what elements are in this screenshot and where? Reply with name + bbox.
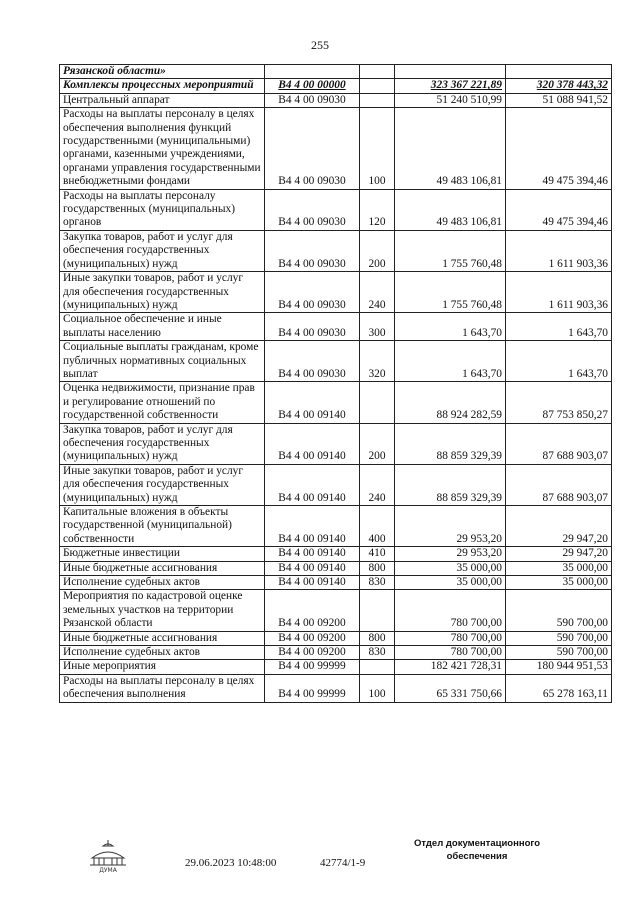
table-row <box>60 65 612 79</box>
table-row <box>60 341 612 382</box>
row-sum-2024: 49 483 106,81 <box>395 189 506 230</box>
row-name: Оценка недвижимости, признание прав и регулирование отношений по государственной собственности <box>60 382 265 423</box>
duma-emblem-icon <box>84 838 132 874</box>
table-row <box>60 590 612 631</box>
row-sum-2024: 29 953,20 <box>395 506 506 547</box>
table-row <box>60 313 612 341</box>
row-sum-2024: 780 700,00 <box>395 646 506 660</box>
row-expense-type: 830 <box>360 576 395 590</box>
table-row <box>60 646 612 660</box>
row-code: В4 4 00 09140 <box>265 382 360 423</box>
row-name: Иные закупки товаров, работ и услуг для обеспечения государственных (муниципальных) нужд <box>60 272 265 313</box>
row-code: В4 4 00 99999 <box>265 660 360 674</box>
row-sum-2025: 590 700,00 <box>506 646 612 660</box>
row-name: Центральный аппарат <box>60 93 265 107</box>
row-sum-2024: 1 643,70 <box>395 313 506 341</box>
stamp-text: ДУМА <box>99 867 117 874</box>
row-code: В4 4 00 09140 <box>265 547 360 561</box>
row-expense-type: 410 <box>360 547 395 561</box>
row-sum-2025: 1 611 903,36 <box>506 230 612 271</box>
row-sum-2024: 51 240 510,99 <box>395 93 506 107</box>
row-sum-2025: 180 944 951,53 <box>506 660 612 674</box>
row-expense-type <box>360 590 395 631</box>
row-name: Иные бюджетные ассигнования <box>60 561 265 575</box>
table-row <box>60 506 612 547</box>
table-row <box>60 189 612 230</box>
table-row <box>60 230 612 271</box>
row-expense-type: 240 <box>360 272 395 313</box>
row-name: Расходы на выплаты персоналу в целях обеспечения выполнения <box>60 674 265 702</box>
row-expense-type: 800 <box>360 561 395 575</box>
row-name: Расходы на выплаты персоналу в целях обеспечения выполнения функций государственными (муниципальными) органами, казенными учреждениями, органами управления государственными внебюджетными фондами <box>60 108 265 189</box>
table-row <box>60 561 612 575</box>
row-code: В4 4 00 09140 <box>265 576 360 590</box>
row-sum-2025: 49 475 394,46 <box>506 189 612 230</box>
row-expense-type: 320 <box>360 341 395 382</box>
row-code: В4 4 00 09140 <box>265 506 360 547</box>
row-sum-2025: 87 753 850,27 <box>506 382 612 423</box>
row-name: Мероприятия по кадастровой оценке земельных участков на территории Рязанской области <box>60 590 265 631</box>
row-name: Иные бюджетные ассигнования <box>60 631 265 645</box>
row-name: Капитальные вложения в объекты государственной (муниципальной) собственности <box>60 506 265 547</box>
row-expense-type: 400 <box>360 506 395 547</box>
row-code: В4 4 00 09030 <box>265 93 360 107</box>
row-sum-2025: 29 947,20 <box>506 506 612 547</box>
table-row <box>60 631 612 645</box>
table-row <box>60 93 612 107</box>
row-name: Исполнение судебных актов <box>60 646 265 660</box>
row-sum-2025: 51 088 941,52 <box>506 93 612 107</box>
table-row <box>60 108 612 189</box>
row-expense-type <box>360 93 395 107</box>
row-name: Закупка товаров, работ и услуг для обеспечения государственных (муниципальных) нужд <box>60 230 265 271</box>
row-sum-2024: 323 367 221,89 <box>395 79 506 93</box>
table-row <box>60 660 612 674</box>
table-row <box>60 423 612 464</box>
table-row <box>60 79 612 93</box>
row-sum-2024: 88 859 329,39 <box>395 464 506 505</box>
row-sum-2025: 1 611 903,36 <box>506 272 612 313</box>
row-code: В4 4 00 00000 <box>265 79 360 93</box>
row-code: В4 4 00 09030 <box>265 189 360 230</box>
row-code <box>265 65 360 79</box>
row-sum-2024: 65 331 750,66 <box>395 674 506 702</box>
row-expense-type: 800 <box>360 631 395 645</box>
table-row <box>60 272 612 313</box>
row-expense-type <box>360 660 395 674</box>
row-expense-type: 100 <box>360 108 395 189</box>
row-sum-2025: 65 278 163,11 <box>506 674 612 702</box>
budget-table <box>59 64 612 703</box>
row-expense-type: 200 <box>360 423 395 464</box>
row-expense-type: 120 <box>360 189 395 230</box>
row-expense-type <box>360 382 395 423</box>
table-row <box>60 576 612 590</box>
row-sum-2025: 590 700,00 <box>506 631 612 645</box>
row-code: В4 4 00 09030 <box>265 313 360 341</box>
row-sum-2024: 35 000,00 <box>395 561 506 575</box>
page-number: 255 <box>311 38 329 52</box>
row-sum-2024: 182 421 728,31 <box>395 660 506 674</box>
row-sum-2025: 49 475 394,46 <box>506 108 612 189</box>
row-code: В4 4 00 09140 <box>265 561 360 575</box>
row-sum-2025: 320 378 443,32 <box>506 79 612 93</box>
row-code: В4 4 00 09140 <box>265 464 360 505</box>
row-expense-type: 830 <box>360 646 395 660</box>
row-expense-type: 300 <box>360 313 395 341</box>
row-name: Закупка товаров, работ и услуг для обеспечения государственных (муниципальных) нужд <box>60 423 265 464</box>
row-code: В4 4 00 09030 <box>265 341 360 382</box>
row-sum-2024: 88 924 282,59 <box>395 382 506 423</box>
row-code: В4 4 00 09030 <box>265 230 360 271</box>
row-sum-2024: 88 859 329,39 <box>395 423 506 464</box>
row-expense-type <box>360 79 395 93</box>
footer-doc-number: 42774/1-9 <box>320 857 366 869</box>
row-sum-2024: 780 700,00 <box>395 590 506 631</box>
table-row <box>60 674 612 702</box>
row-sum-2024: 29 953,20 <box>395 547 506 561</box>
row-name: Бюджетные инвестиции <box>60 547 265 561</box>
row-sum-2025: 35 000,00 <box>506 561 612 575</box>
table-row <box>60 464 612 505</box>
table-row <box>60 547 612 561</box>
row-code: В4 4 00 09030 <box>265 108 360 189</box>
row-sum-2024: 1 755 760,48 <box>395 272 506 313</box>
row-sum-2024: 1 643,70 <box>395 341 506 382</box>
row-name: Расходы на выплаты персоналу государственных (муниципальных) органов <box>60 189 265 230</box>
row-sum-2024: 35 000,00 <box>395 576 506 590</box>
row-expense-type: 100 <box>360 674 395 702</box>
row-sum-2025: 1 643,70 <box>506 313 612 341</box>
row-name: Комплексы процессных мероприятий <box>60 79 265 93</box>
row-code: В4 4 00 09200 <box>265 631 360 645</box>
row-name: Рязанской области» <box>60 65 265 79</box>
row-sum-2025: 87 688 903,07 <box>506 423 612 464</box>
footer-department: Отдел документационного обеспечения <box>413 838 541 862</box>
row-name: Иные закупки товаров, работ и услуг для обеспечения государственных (муниципальных) нужд <box>60 464 265 505</box>
row-code: В4 4 00 09030 <box>265 272 360 313</box>
table-row <box>60 382 612 423</box>
row-sum-2025 <box>506 65 612 79</box>
row-code: В4 4 00 09140 <box>265 423 360 464</box>
row-name: Исполнение судебных актов <box>60 576 265 590</box>
row-sum-2024: 1 755 760,48 <box>395 230 506 271</box>
row-expense-type: 240 <box>360 464 395 505</box>
row-code: В4 4 00 09200 <box>265 590 360 631</box>
row-code: В4 4 00 09200 <box>265 646 360 660</box>
row-code: В4 4 00 99999 <box>265 674 360 702</box>
row-sum-2025: 87 688 903,07 <box>506 464 612 505</box>
row-sum-2025: 590 700,00 <box>506 590 612 631</box>
row-sum-2025: 1 643,70 <box>506 341 612 382</box>
row-expense-type: 200 <box>360 230 395 271</box>
row-name: Иные мероприятия <box>60 660 265 674</box>
row-name: Социальное обеспечение и иные выплаты населению <box>60 313 265 341</box>
row-name: Социальные выплаты гражданам, кроме публичных нормативных социальных выплат <box>60 341 265 382</box>
row-expense-type <box>360 65 395 79</box>
footer-date: 29.06.2023 10:48:00 <box>185 857 277 869</box>
row-sum-2024: 780 700,00 <box>395 631 506 645</box>
row-sum-2024: 49 483 106,81 <box>395 108 506 189</box>
row-sum-2025: 35 000,00 <box>506 576 612 590</box>
row-sum-2025: 29 947,20 <box>506 547 612 561</box>
row-sum-2024 <box>395 65 506 79</box>
